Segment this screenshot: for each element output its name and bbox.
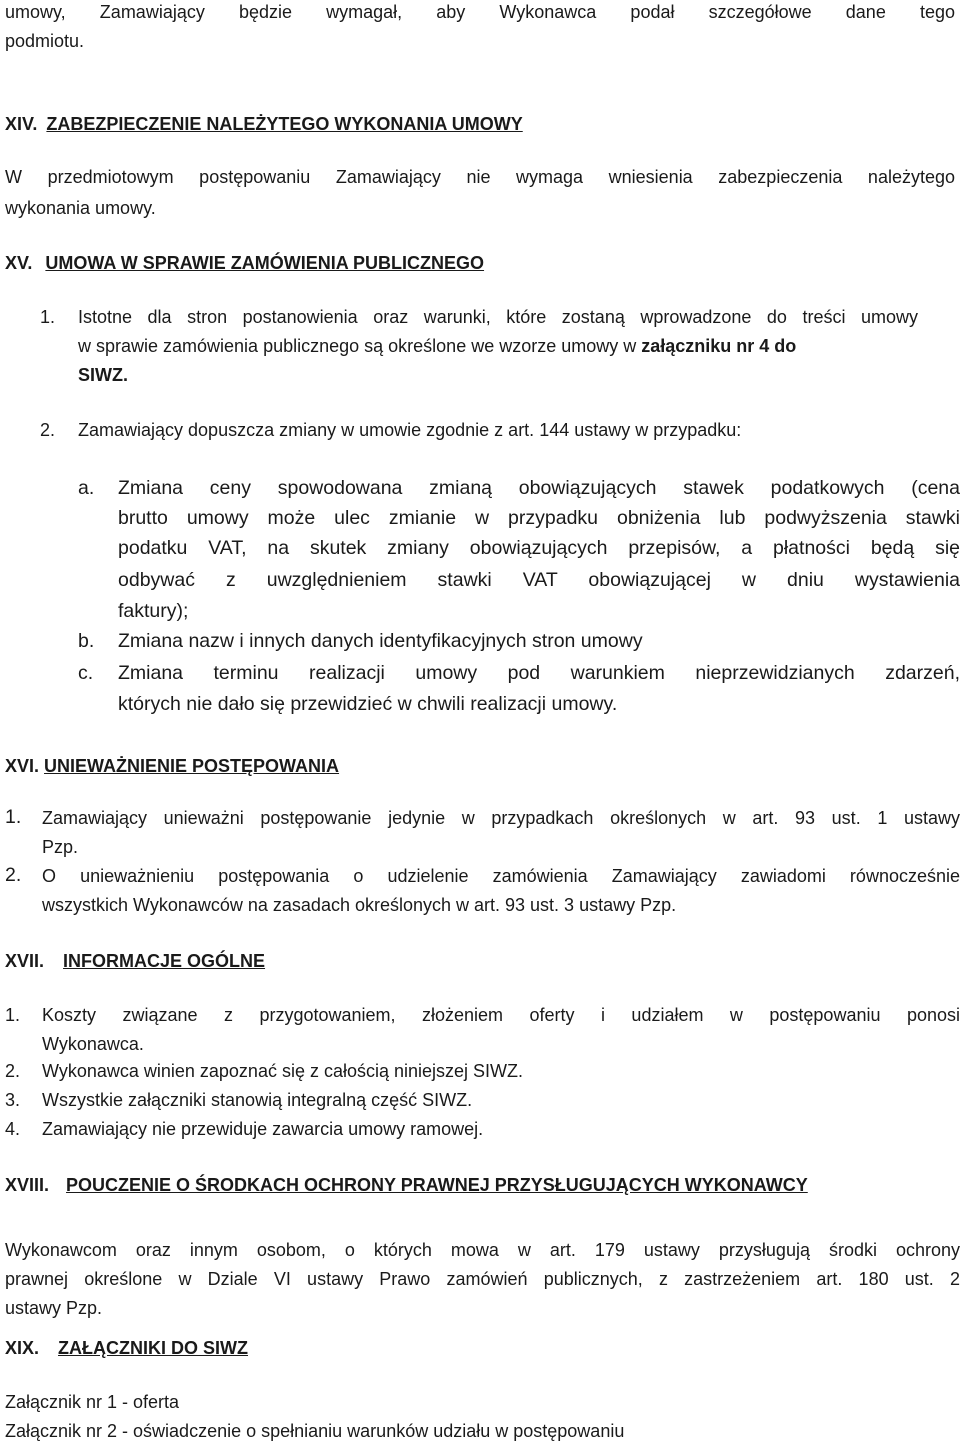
subitem-a-line-2: brutto umowy może ulec zmianie w przypadku obniżenia lub podwyższenia stawki — [118, 507, 960, 529]
item-number: 3. — [5, 1090, 21, 1110]
item-number: 1. — [5, 806, 22, 828]
item-number: 2. — [40, 420, 56, 440]
subitem-b-line-1: Zmiana nazw i innych danych identyfikacyjnych stron umowy — [118, 630, 643, 652]
item-number: 2. — [5, 1061, 21, 1081]
section-number: XVIII. — [5, 1175, 50, 1195]
item-number: 1. — [5, 1005, 21, 1025]
section-15-item-2-text: Zamawiający dopuszcza zmiany w umowie zgodnie z art. 144 ustawy w przypadku: — [78, 420, 742, 440]
section-title: UNIEWAŻNIENIE POSTĘPOWANIA — [44, 756, 340, 776]
item-number: 1. — [40, 307, 56, 327]
section-17-heading — [5, 952, 265, 970]
text-bold: załączniku nr 4 do — [641, 336, 797, 356]
section-16-heading — [5, 757, 339, 775]
subitem-letter: a. — [78, 477, 95, 499]
section-18-line-2: prawnej określone w Dziale VI ustawy Prawo zamówień publicznych, z zastrzeżeniem art. 180 ust. 2 — [5, 1269, 960, 1289]
section-number: XIV. — [5, 114, 38, 134]
subitem-a-line-5: faktury); — [118, 600, 189, 622]
text-plain: w sprawie zamówienia publicznego są określone we wzorze umowy w — [78, 336, 642, 356]
item-number: 2. — [5, 864, 22, 886]
section-title: ZABEZPIECZENIE NALEŻYTEGO WYKONANIA UMOWY — [46, 114, 523, 134]
section-15-item-1-line-3: SIWZ. — [78, 365, 128, 385]
section-16-item-2-line-2: wszystkich Wykonawców na zasadach określonych w art. 93 ust. 3 ustawy Pzp. — [42, 895, 677, 915]
section-17-item-1-line-1: Koszty związane z przygotowaniem, złożeniem oferty i udziałem w postępowaniu ponosi — [42, 1005, 960, 1025]
section-14-text-line-1: W przedmiotowym postępowaniu Zamawiający nie wymaga wniesienia zabezpieczenia należytego — [5, 167, 955, 187]
section-16-item-1-line-2: Pzp. — [42, 837, 79, 857]
attachment-2: Załącznik nr 2 - oświadczenie o spełnianiu warunków udziału w postępowaniu — [5, 1421, 625, 1441]
section-number: XVII. — [5, 951, 45, 971]
section-15-item-1-line-1: Istotne dla stron postanowienia oraz warunki, które zostaną wprowadzone do treści umowy — [78, 307, 918, 327]
section-17-item-2-text: Wykonawca winien zapoznać się z całością niniejszej SIWZ. — [42, 1061, 524, 1081]
section-16-item-2-line-1: O unieważnieniu postępowania o udzielenie zamówienia Zamawiający zawiadomi równocześnie — [42, 866, 960, 886]
section-number: XIX. — [5, 1338, 40, 1358]
subitem-c-line-2: których nie dało się przewidzieć w chwili realizacji umowy. — [118, 693, 618, 715]
section-16-item-1-line-1: Zamawiający unieważni postępowanie jedynie w przypadkach określonych w art. 93 ust. 1 ustawy — [42, 808, 960, 828]
subitem-a-line-1: Zmiana ceny spowodowana zmianą obowiązujących stawek podatkowych (cena — [118, 477, 960, 499]
section-title: INFORMACJE OGÓLNE — [63, 951, 266, 971]
subitem-a-line-4: odbywać z uwzględnieniem stawki VAT obowiązującej w dniu wystawienia — [118, 569, 960, 591]
section-15-item-1-line-2 — [78, 337, 796, 355]
subitem-a-line-3: podatku VAT, na skutek zmiany obowiązujących przepisów, a płatności będą się — [118, 537, 960, 559]
section-18-heading — [5, 1176, 808, 1194]
section-title: POUCZENIE O ŚRODKACH OCHRONY PRAWNEJ PRZYSŁUGUJĄCYCH WYKONAWCY — [66, 1175, 808, 1195]
section-17-item-1-line-2: Wykonawca. — [42, 1034, 144, 1054]
section-14-heading — [5, 115, 523, 133]
item-number: 4. — [5, 1119, 21, 1139]
section-number: XV. — [5, 253, 33, 273]
section-17-item-3-text: Wszystkie załączniki stanowią integralną część SIWZ. — [42, 1090, 473, 1110]
intro-line-2: podmiotu. — [5, 31, 85, 51]
section-18-line-1: Wykonawcom oraz innym osobom, o których mowa w art. 179 ustawy przysługują środki ochrony — [5, 1240, 960, 1260]
section-title: UMOWA W SPRAWIE ZAMÓWIENIA PUBLICZNEGO — [45, 253, 485, 273]
subitem-c-line-1: Zmiana terminu realizacji umowy pod warunkiem nieprzewidzianych zdarzeń, — [118, 662, 960, 684]
attachment-1: Załącznik nr 1 - oferta — [5, 1392, 180, 1412]
section-number: XVI. — [5, 756, 40, 776]
section-title: ZAŁĄCZNIKI DO SIWZ — [58, 1338, 249, 1358]
section-17-item-4-text: Zamawiający nie przewiduje zawarcia umowy ramowej. — [42, 1119, 484, 1139]
section-15-heading — [5, 254, 484, 272]
intro-line-1: umowy, Zamawiający będzie wymagał, aby Wykonawca podał szczegółowe dane tego — [5, 2, 955, 22]
section-14-text-line-2: wykonania umowy. — [5, 198, 156, 218]
section-19-heading — [5, 1339, 248, 1357]
section-18-line-3: ustawy Pzp. — [5, 1298, 103, 1318]
subitem-letter: b. — [78, 630, 95, 652]
subitem-letter: c. — [78, 662, 94, 684]
